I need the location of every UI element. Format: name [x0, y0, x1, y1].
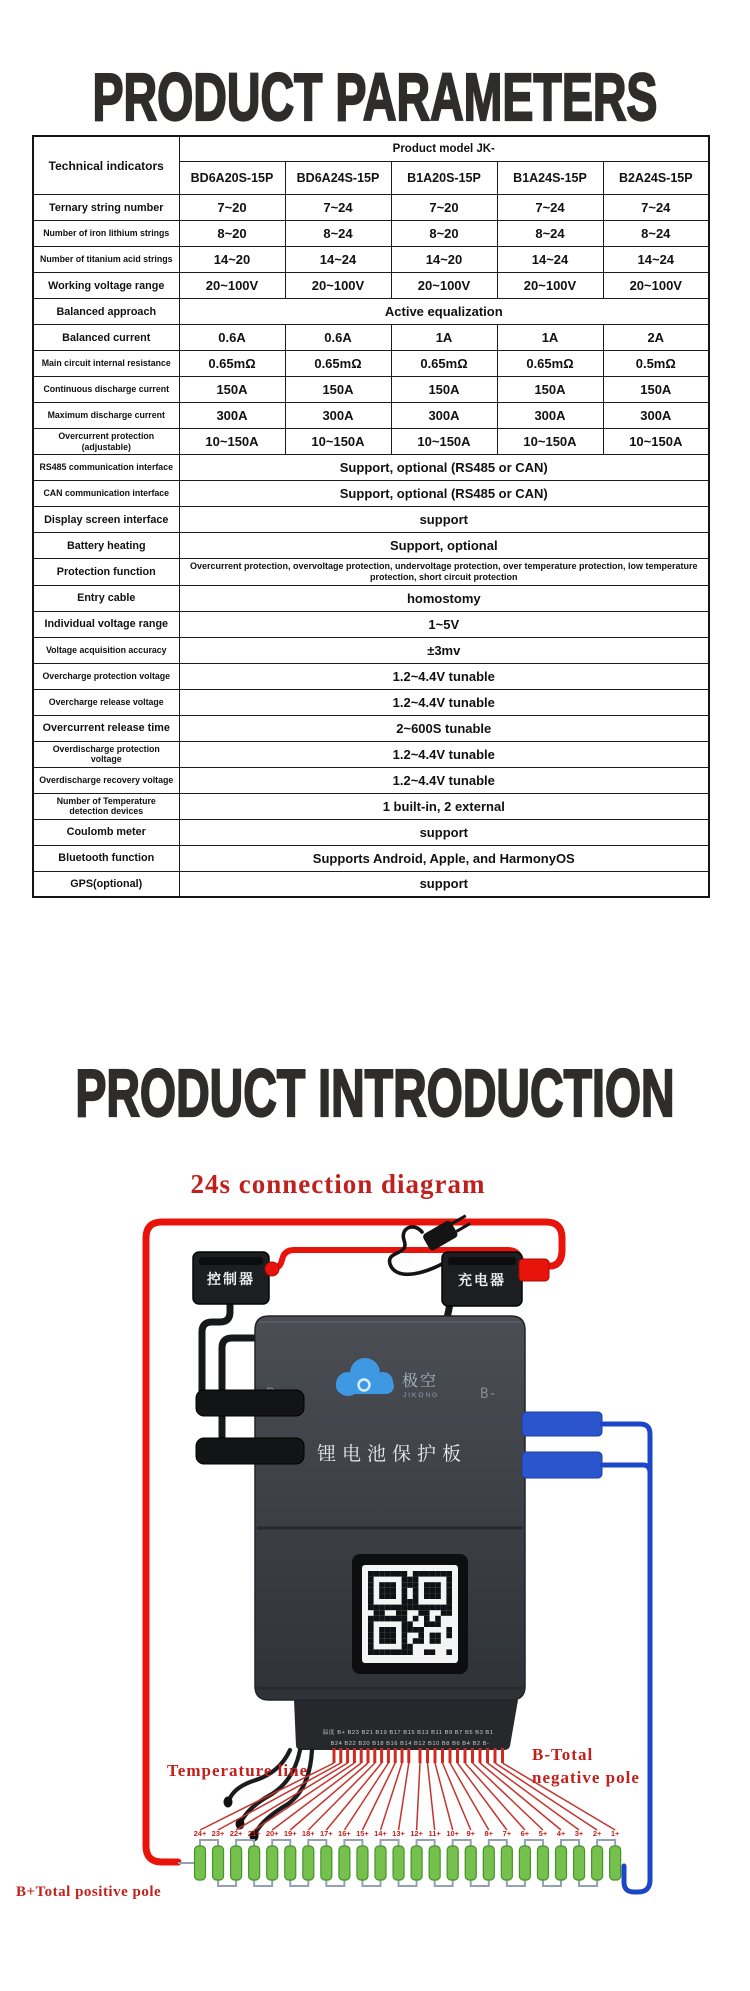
battery-cell: [375, 1846, 386, 1880]
brand-subname: JIKONG: [403, 1392, 440, 1399]
row-label: Number of titanium acid strings: [33, 247, 179, 273]
balance-wire: [362, 1763, 395, 1830]
battery-cell: [231, 1846, 242, 1880]
table-row: [33, 845, 709, 871]
battery-cell: [393, 1846, 404, 1880]
balance-connector-pin: [353, 1748, 356, 1763]
cell-label: 7+: [502, 1829, 512, 1838]
row-value: 8~20: [391, 221, 497, 247]
balance-connector-pin: [426, 1748, 429, 1763]
balance-connector-pin: [441, 1748, 444, 1763]
row-value: 300A: [603, 403, 709, 429]
balance-connector-pin: [479, 1748, 482, 1763]
temperature-line-label: Temperature line: [167, 1761, 309, 1780]
battery-cell: [195, 1846, 206, 1880]
balance-connector-pin: [501, 1748, 504, 1763]
row-label: Entry cable: [33, 585, 179, 611]
row-label: Bluetooth function: [33, 845, 179, 871]
row-value: 7~24: [285, 195, 391, 221]
cell-label: 16+: [338, 1829, 351, 1838]
table-row: [33, 481, 709, 507]
blue-wire-main: [602, 1424, 650, 1892]
cell-label: 1+: [610, 1829, 620, 1838]
row-label: Individual voltage range: [33, 611, 179, 637]
row-label: Protection function: [33, 559, 179, 586]
balance-connector-pin: [373, 1748, 376, 1763]
model-column-header: BD6A24S-15P: [285, 162, 391, 195]
battery-cell: [285, 1846, 296, 1880]
row-value: 1A: [391, 325, 497, 351]
row-value: 0.65mΩ: [285, 351, 391, 377]
row-value: 150A: [179, 377, 285, 403]
cell-label: 18+: [301, 1829, 315, 1838]
balance-connector-pin: [471, 1748, 474, 1763]
model-column-header: B2A24S-15P: [603, 162, 709, 195]
connector-silk-row2: B24 B22 B20 B18 B16 B14 B12 B10 B8 B6 B4 B2 B-: [330, 1741, 490, 1747]
table-row: [33, 455, 709, 481]
row-value-span: 1.2~4.4V tunable: [179, 767, 709, 793]
table-row: [33, 403, 709, 429]
model-group-header: Product model JK-: [179, 136, 709, 162]
row-value-span: Support, optional (RS485 or CAN): [179, 455, 709, 481]
battery-cell: [249, 1846, 260, 1880]
row-value: 10~150A: [179, 429, 285, 455]
row-value-span: ±3mv: [179, 637, 709, 663]
battery-cell: [213, 1846, 224, 1880]
row-label: Number of iron lithium strings: [33, 221, 179, 247]
row-value: 8~24: [497, 221, 603, 247]
controller-label: 控制器: [207, 1272, 255, 1288]
row-value: 14~24: [603, 247, 709, 273]
table-row: [33, 793, 709, 819]
row-label: Balanced approach: [33, 299, 179, 325]
balance-connector-pin: [494, 1748, 497, 1763]
row-label: CAN communication interface: [33, 481, 179, 507]
row-value: 20~100V: [603, 273, 709, 299]
battery-cell: [429, 1846, 440, 1880]
row-label: Main circuit internal resistance: [33, 351, 179, 377]
row-label: Ternary string number: [33, 195, 179, 221]
row-value: 300A: [497, 403, 603, 429]
brand-name: 极空: [402, 1371, 439, 1390]
balance-wire: [417, 1763, 420, 1830]
row-value: 0.5mΩ: [603, 351, 709, 377]
table-row: [33, 247, 709, 273]
row-value-span: support: [179, 871, 709, 897]
balance-wire: [326, 1763, 381, 1830]
b-minus-cable-tab-lower: [522, 1452, 602, 1478]
table-row: [33, 299, 709, 325]
row-value: 20~100V: [497, 273, 603, 299]
row-value-span: Supports Android, Apple, and HarmonyOS: [179, 845, 709, 871]
charger-label: 充电器: [458, 1273, 506, 1289]
row-value: 8~24: [285, 221, 391, 247]
cell-label: 13+: [392, 1829, 405, 1838]
row-value: 150A: [391, 377, 497, 403]
battery-cell: [303, 1846, 314, 1880]
balance-wire: [308, 1763, 375, 1830]
row-value: 150A: [603, 377, 709, 403]
balance-connector-pin: [419, 1748, 422, 1763]
table-row: [33, 533, 709, 559]
row-label: Number of Temperature detection devices: [33, 793, 179, 819]
table-header-row: [33, 136, 709, 162]
battery-cell: [411, 1846, 422, 1880]
cell-label: 9+: [466, 1829, 476, 1838]
cell-label: 14+: [374, 1829, 387, 1838]
balance-connector-pin: [367, 1748, 370, 1763]
page-title-product-parameters: PRODUCT PARAMETERS: [92, 59, 658, 135]
row-value-span: homostomy: [179, 585, 709, 611]
balance-connector-pin: [434, 1748, 437, 1763]
battery-cell: [610, 1846, 621, 1880]
row-value: 7~24: [497, 195, 603, 221]
battery-cell: [357, 1846, 368, 1880]
controller-device: [193, 1252, 279, 1304]
row-label: Overdischarge recovery voltage: [33, 767, 179, 793]
row-label: GPS(optional): [33, 871, 179, 897]
row-value: 10~150A: [391, 429, 497, 455]
row-value-span: 2~600S tunable: [179, 715, 709, 741]
table-row: [33, 559, 709, 586]
battery-cell: [556, 1846, 567, 1880]
cell-label: 17+: [319, 1829, 333, 1838]
row-label: Voltage acquisition accuracy: [33, 637, 179, 663]
row-value: 0.65mΩ: [497, 351, 603, 377]
board-chinese-label: 锂电池保护板: [316, 1443, 468, 1465]
table-row: [33, 871, 709, 897]
row-label: Battery heating: [33, 533, 179, 559]
table-row: [33, 741, 709, 767]
row-label: Maximum discharge current: [33, 403, 179, 429]
model-column-header: BD6A20S-15P: [179, 162, 285, 195]
row-value: 20~100V: [391, 273, 497, 299]
cell-label: 23+: [211, 1829, 225, 1838]
balance-wire: [428, 1763, 435, 1830]
row-value-span: support: [179, 507, 709, 533]
row-value: 150A: [497, 377, 603, 403]
b-total-positive-label: B+Total positive pole: [16, 1884, 162, 1900]
table-row: [33, 195, 709, 221]
cell-label: 15+: [356, 1829, 369, 1838]
row-value: 20~100V: [285, 273, 391, 299]
parameters-table: [32, 135, 710, 898]
battery-cell: [447, 1846, 458, 1880]
row-value-span: 1 built-in, 2 external: [179, 793, 709, 819]
row-value: 10~150A: [497, 429, 603, 455]
row-value: 14~24: [285, 247, 391, 273]
row-value-span: support: [179, 819, 709, 845]
row-value: 8~20: [179, 221, 285, 247]
row-label: Continuous discharge current: [33, 377, 179, 403]
table-row: [33, 221, 709, 247]
page-title-product-introduction: PRODUCT INTRODUCTION: [75, 1055, 675, 1131]
row-value: 300A: [179, 403, 285, 429]
row-value: 14~20: [391, 247, 497, 273]
row-value-span: Support, optional (RS485 or CAN): [179, 481, 709, 507]
battery-cell: [574, 1846, 585, 1880]
b-total-negative-label-line2: negative pole: [532, 1768, 640, 1787]
row-label: Overdischarge protection voltage: [33, 741, 179, 767]
balance-wire: [435, 1763, 453, 1830]
row-value: 10~150A: [285, 429, 391, 455]
balance-connector-pin: [464, 1748, 467, 1763]
table-row: [33, 637, 709, 663]
table-row: [33, 585, 709, 611]
balance-connector-pin: [380, 1748, 383, 1763]
row-value: 300A: [285, 403, 391, 429]
controller-red-terminal: [265, 1262, 279, 1276]
b-minus-cable-tab-upper: [522, 1412, 602, 1436]
row-value: 0.6A: [179, 325, 285, 351]
blue-wire-secondary: [602, 1465, 650, 1473]
cell-label: 6+: [520, 1829, 530, 1838]
balance-wire: [465, 1763, 525, 1830]
b-minus-label: B-: [480, 1386, 497, 1402]
table-row: [33, 715, 709, 741]
battery-cell: [483, 1846, 494, 1880]
row-value: 14~20: [179, 247, 285, 273]
cell-label: 8+: [484, 1829, 494, 1838]
row-label: Overcharge release voltage: [33, 689, 179, 715]
table-row: [33, 663, 709, 689]
corner-header: Technical indicators: [33, 136, 179, 195]
cell-label: 21+: [247, 1829, 261, 1838]
cell-label: 19+: [283, 1829, 297, 1838]
qr-code: [352, 1554, 468, 1674]
row-value: 14~24: [497, 247, 603, 273]
row-value: 8~24: [603, 221, 709, 247]
table-row: [33, 689, 709, 715]
row-label: Overcurrent release time: [33, 715, 179, 741]
balance-connector-pin: [333, 1748, 336, 1763]
row-label: Display screen interface: [33, 507, 179, 533]
row-value: 1A: [497, 325, 603, 351]
table-row: [33, 325, 709, 351]
power-plug-icon: [422, 1211, 473, 1251]
battery-cell: [519, 1846, 530, 1880]
balance-connector-pin: [394, 1748, 397, 1763]
cell-label: 2+: [592, 1829, 602, 1838]
b-total-negative-label-line1: B-Total: [532, 1745, 594, 1764]
row-label: Overcurrent protection (adjustable): [33, 429, 179, 455]
model-column-header: B1A20S-15P: [391, 162, 497, 195]
balance-connector-pin: [449, 1748, 452, 1763]
row-value-span: 1~5V: [179, 611, 709, 637]
row-label: Balanced current: [33, 325, 179, 351]
balance-connector-pin: [456, 1748, 459, 1763]
row-value: 150A: [285, 377, 391, 403]
charger-device: [442, 1252, 549, 1306]
connector-silk-row1: 温度 B+ B23 B21 B19 B17 B15 B13 B11 B9 B7 B5 B3 B1: [322, 1730, 494, 1736]
battery-cells-row: [194, 1829, 621, 1880]
cell-label: 5+: [538, 1829, 548, 1838]
table-row: [33, 611, 709, 637]
p-minus-cable-tab-upper: [196, 1390, 304, 1416]
bms-board: [255, 1316, 525, 1750]
balance-connector-pin: [346, 1748, 349, 1763]
cell-label: 4+: [556, 1829, 566, 1838]
balance-connector-pin: [486, 1748, 489, 1763]
cell-label: 12+: [410, 1829, 423, 1838]
row-label: Overcharge protection voltage: [33, 663, 179, 689]
row-label: RS485 communication interface: [33, 455, 179, 481]
balance-wire: [344, 1763, 388, 1830]
black-cable-controller: [202, 1304, 250, 1402]
p-minus-cable-tab-lower: [196, 1438, 304, 1464]
table-row: [33, 429, 709, 455]
row-label: Coulomb meter: [33, 819, 179, 845]
battery-cell: [465, 1846, 476, 1880]
row-value-span: Overcurrent protection, overvoltage protection, undervoltage protection, over temperature protection, low temperature protection, short circuit protection: [179, 559, 709, 586]
charger-red-terminal: [519, 1259, 549, 1281]
battery-cell: [339, 1846, 350, 1880]
cell-label: 24+: [193, 1829, 207, 1838]
row-value: 0.6A: [285, 325, 391, 351]
battery-cell: [501, 1846, 512, 1880]
connection-diagram: [0, 1200, 750, 1991]
row-value: 7~20: [391, 195, 497, 221]
cell-label: 20+: [265, 1829, 279, 1838]
row-label: Working voltage range: [33, 273, 179, 299]
balance-connector-pin: [339, 1748, 342, 1763]
row-value-span: 1.2~4.4V tunable: [179, 689, 709, 715]
row-value-span: 1.2~4.4V tunable: [179, 663, 709, 689]
table-row: [33, 767, 709, 793]
table-row: [33, 507, 709, 533]
table-row: [33, 377, 709, 403]
row-value: 0.65mΩ: [179, 351, 285, 377]
cell-label: 10+: [446, 1829, 460, 1838]
battery-cell: [321, 1846, 332, 1880]
balance-wire: [381, 1763, 403, 1830]
row-value: 7~20: [179, 195, 285, 221]
balance-connector-pin: [407, 1748, 410, 1763]
row-value-span: Active equalization: [179, 299, 709, 325]
row-value-span: Support, optional: [179, 533, 709, 559]
row-value: 2A: [603, 325, 709, 351]
balance-connector-pin: [360, 1748, 363, 1763]
table-row: [33, 351, 709, 377]
balance-wire: [399, 1763, 409, 1830]
diagram-title: 24s connection diagram: [190, 1169, 486, 1199]
battery-cell: [537, 1846, 548, 1880]
table-row: [33, 819, 709, 845]
battery-cell: [267, 1846, 278, 1880]
row-value: 0.65mΩ: [391, 351, 497, 377]
balance-connector-pin: [387, 1748, 390, 1763]
row-value: 7~24: [603, 195, 709, 221]
row-value: 10~150A: [603, 429, 709, 455]
battery-cell: [592, 1846, 603, 1880]
row-value: 300A: [391, 403, 497, 429]
cell-label: 22+: [229, 1829, 243, 1838]
balance-connector-pin: [401, 1748, 404, 1763]
row-value-span: 1.2~4.4V tunable: [179, 741, 709, 767]
cell-label: 11+: [428, 1829, 441, 1838]
table-row: [33, 273, 709, 299]
row-value: 20~100V: [179, 273, 285, 299]
cell-label: 3+: [574, 1829, 584, 1838]
model-column-header: B1A24S-15P: [497, 162, 603, 195]
